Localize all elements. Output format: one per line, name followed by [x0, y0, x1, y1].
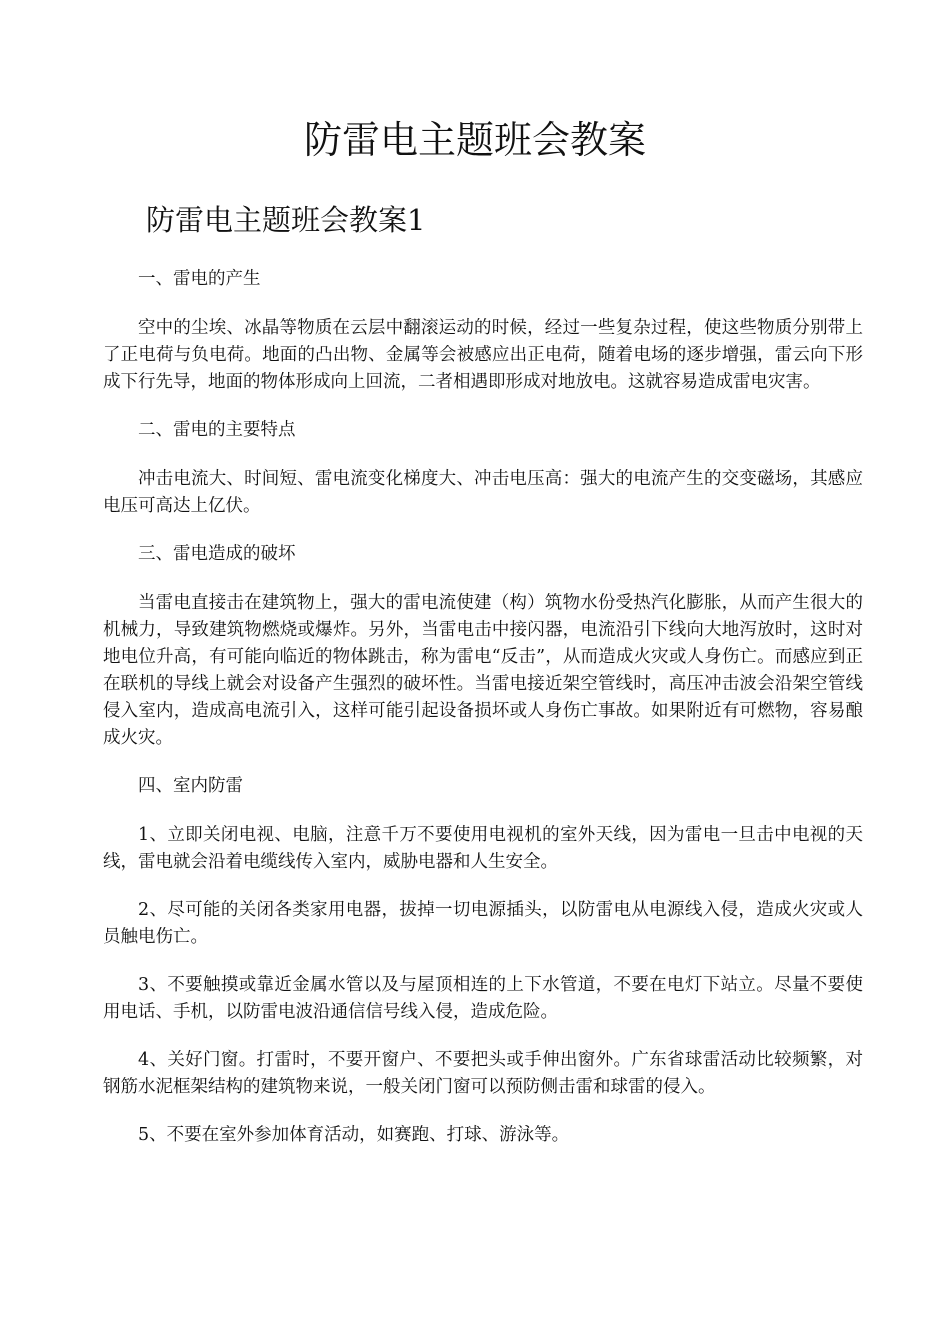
indoor-protection-item-1: 1、立即关闭电视、电脑，注意千万不要使用电视机的室外天线，因为雷电一旦击中电视的天线，雷电就会沿着电缆线传入室内，威胁电器和人生安全。 [103, 825, 863, 872]
section-heading-lightning-features: 二、雷电的主要特点 [138, 420, 296, 440]
indoor-protection-item-5: 5、不要在室外参加体育活动，如赛跑、打球、游泳等。 [138, 1125, 570, 1145]
indoor-protection-item-3: 3、不要触摸或靠近金属水管以及与屋顶相连的上下水管道，不要在电灯下站立。尽量不要使用电话、手机，以防雷电波沿通信信号线入侵，造成危险。 [103, 975, 863, 1022]
document-body [103, 266, 863, 1170]
document-title: 防雷电主题班会教案 [303, 118, 646, 162]
indoor-protection-item-4: 4、关好门窗。打雷时，不要开窗户、不要把头或手伸出窗外。广东省球雷活动比较频繁，对钢筋水泥框架结构的建筑物来说，一般关闭门窗可以预防侧击雷和球雷的侵入。 [103, 1050, 863, 1097]
section-heading-lightning-damage: 三、雷电造成的破坏 [138, 544, 296, 564]
indoor-protection-item-2: 2、尽可能的关闭各类家用电器，拔掉一切电源插头，以防雷电从电源线入侵，造成火灾或人员触电伤亡。 [103, 900, 863, 947]
paragraph-lightning-damage: 当雷电直接击在建筑物上，强大的雷电流使建（构）筑物水份受热汽化膨胀，从而产生很大的机械力，导致建筑物燃烧或爆炸。另外，当雷电击中接闪器，电流沿引下线向大地泻放时，这时对地电位升高，有可能向临近的物体跳击，称为雷电“反击”，从而造成火灾或人身伤亡。而感应到正在联机的导线上就会对设备产生强烈的破坏性。当雷电接近架空管线时，高压冲击波会沿架空管线侵入室内，造成高电流引入，这样可能引起设备损坏或人身伤亡事故。如果附近有可燃物，容易酿成火灾。 [103, 593, 863, 748]
section-heading-indoor-protection: 四、室内防雷 [138, 776, 243, 796]
paragraph-lightning-features: 冲击电流大、时间短、雷电流变化梯度大、冲击电压高：强大的电流产生的交变磁场，其感应电压可高达上亿伏。 [103, 469, 863, 516]
paragraph-lightning-origin: 空中的尘埃、冰晶等物质在云层中翻滚运动的时候，经过一些复杂过程，使这些物质分别带上了正电荷与负电荷。地面的凸出物、金属等会被感应出正电荷，随着电场的逐步增强，雷云向下形成下行先导，地面的物体形成向上回流，二者相遇即形成对地放电。这就容易造成雷电灾害。 [103, 318, 863, 392]
lesson-plan-subtitle: 防雷电主题班会教案1 [146, 203, 426, 237]
section-heading-lightning-origin: 一、雷电的产生 [138, 269, 261, 289]
